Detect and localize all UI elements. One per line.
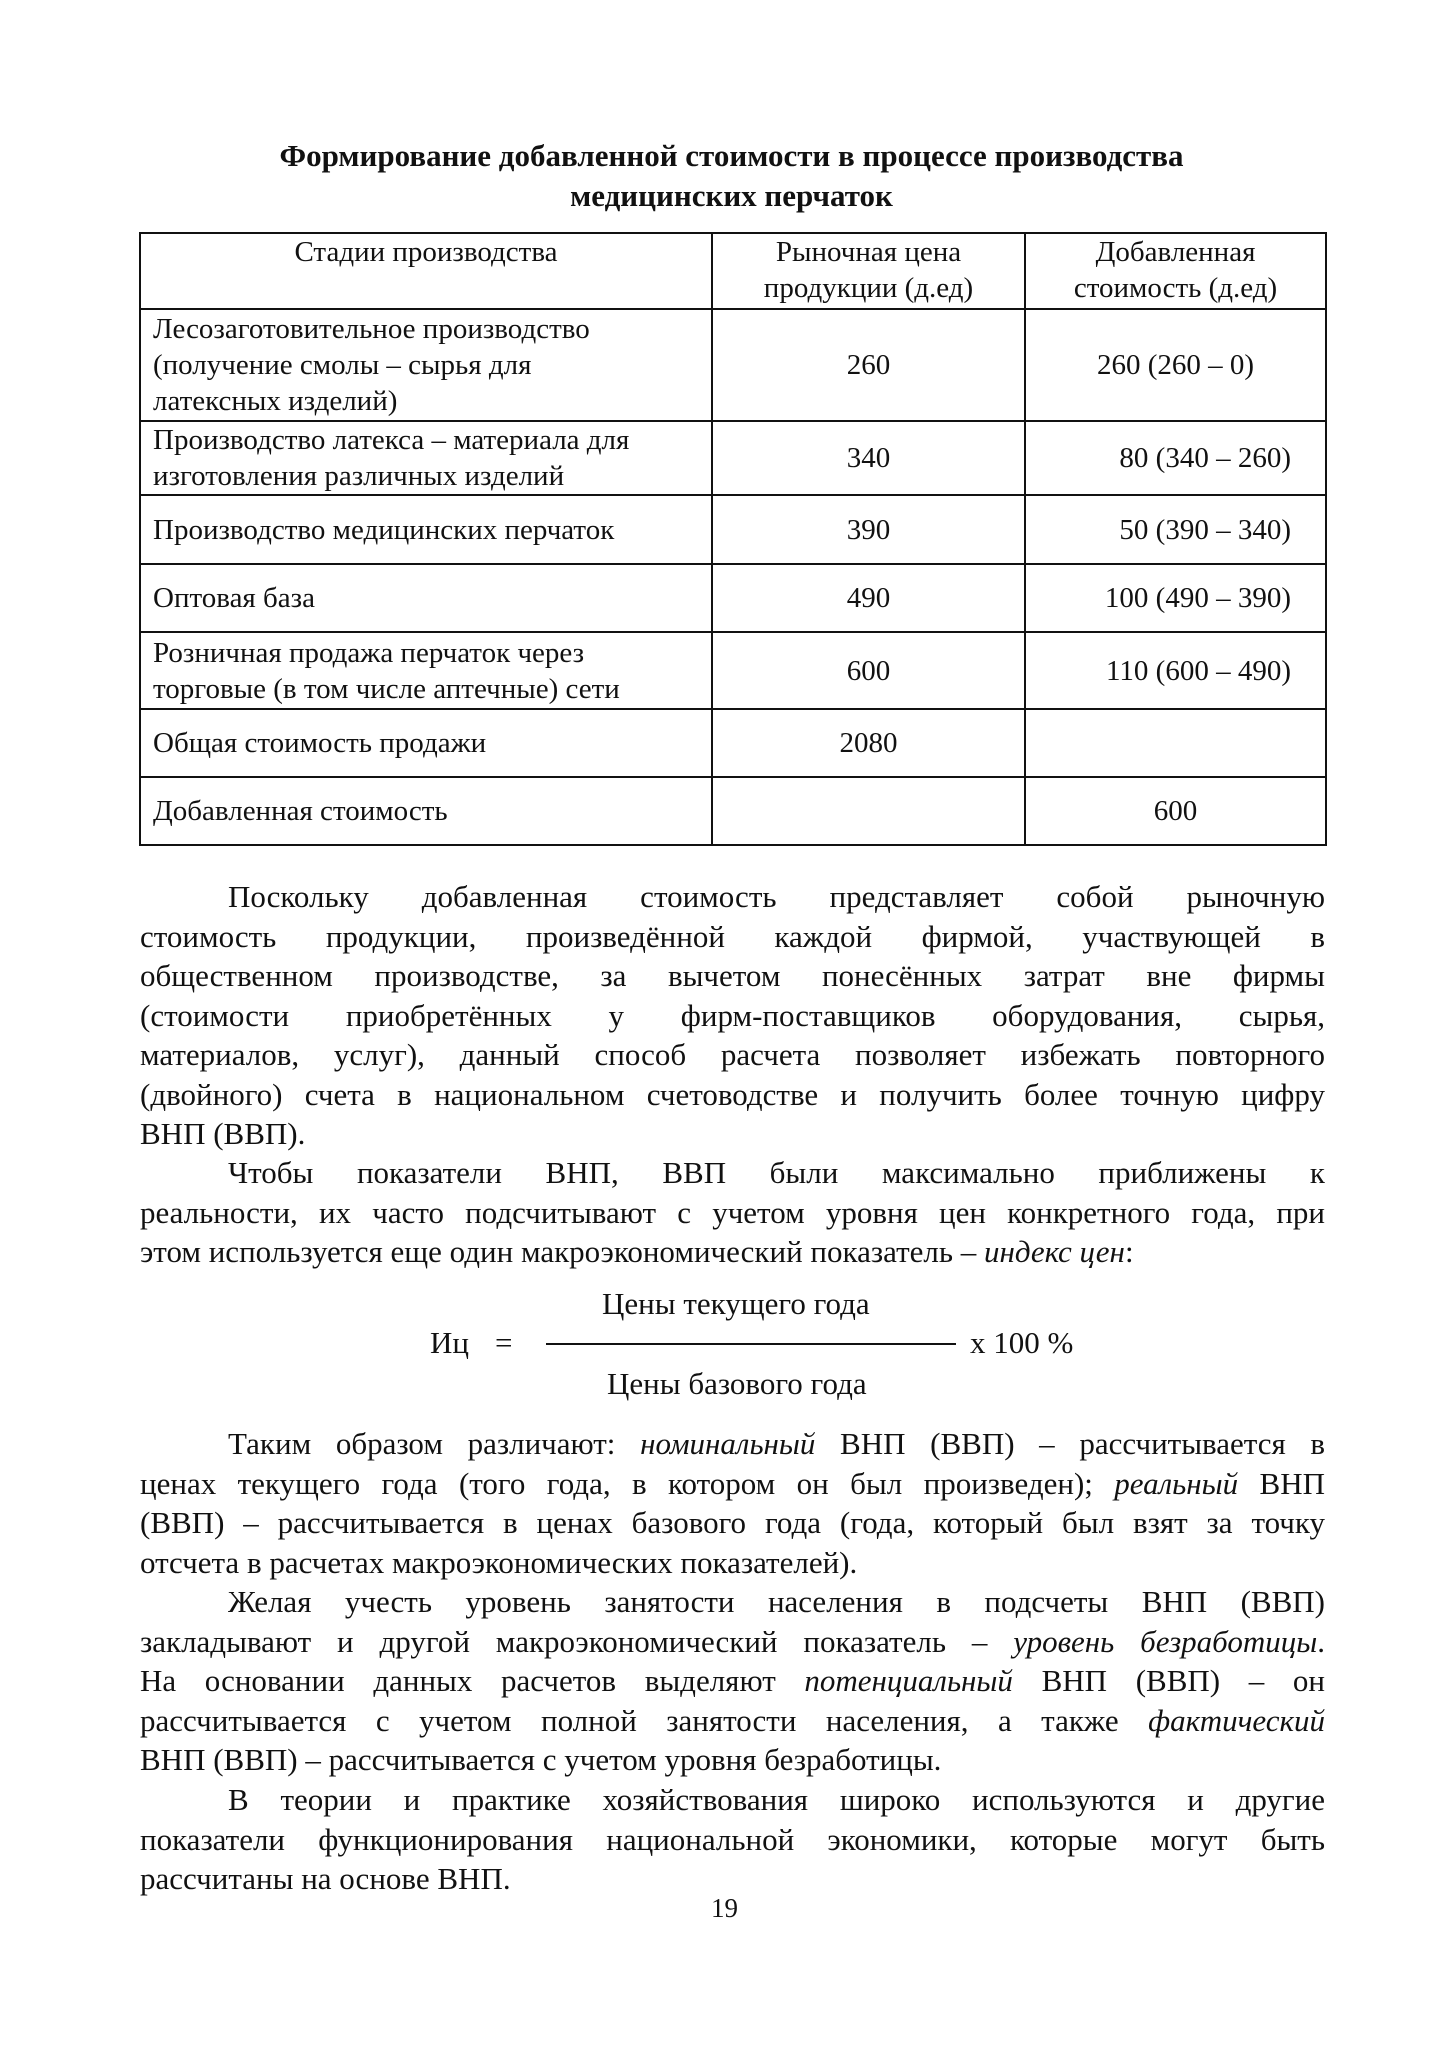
- table-row: [140, 309, 1326, 421]
- text-line: Поскольку добавленная стоимость представляет собой рыночную: [228, 879, 1325, 914]
- price-cell: 390: [712, 495, 1025, 564]
- text-line: В теории и практике хозяйствования широко используются и другие: [228, 1782, 1325, 1817]
- text-line: Желая учесть уровень занятости населения в подсчеты ВНП (ВВП): [228, 1584, 1325, 1619]
- added-cell: 600: [1025, 777, 1326, 845]
- formula-equals: =: [495, 1325, 513, 1360]
- added-cell: 50 (390 – 340): [1025, 495, 1326, 564]
- stage-cell: Производство латекса – материала для изготовления различных изделий: [140, 421, 712, 495]
- added-cell: 100 (490 – 390): [1025, 564, 1326, 632]
- formula-numerator: Цены текущего года: [602, 1286, 870, 1321]
- table-row: [140, 709, 1326, 777]
- price-index-formula: [0, 1286, 1449, 1416]
- table-row: [140, 632, 1326, 709]
- value-added-table: [139, 232, 1327, 846]
- added-cell: 80 (340 – 260): [1025, 421, 1326, 495]
- paragraph-3: [140, 1424, 1325, 1582]
- table-title: [140, 136, 1323, 216]
- table-header-row: [140, 233, 1326, 309]
- added-cell: 260 (260 – 0): [1025, 309, 1326, 421]
- text-line: рассчитаны на основе ВНП.: [140, 1861, 511, 1896]
- text-line: (стоимости приобретённых у фирм-поставщиков оборудования, сырья,: [140, 997, 1325, 1033]
- text-line: На основании данных расчетов выделяют потенциальный ВНП (ВВП) – он: [140, 1663, 1325, 1698]
- text-line: показатели функционирования национальной экономики, которые могут быть: [140, 1821, 1325, 1857]
- formula-denominator: Цены базового года: [607, 1366, 867, 1401]
- text-line: ВНП (ВВП) – рассчитывается с учетом уровня безработицы.: [140, 1742, 942, 1777]
- stage-cell: Добавленная стоимость: [140, 777, 712, 845]
- text-line: этом используется еще один макроэкономический показатель – индекс цен:: [140, 1234, 1134, 1269]
- text-line: стоимость продукции, произведённой каждой фирмой, участвующей в: [140, 918, 1325, 954]
- text-line: ВНП (ВВП).: [140, 1116, 306, 1151]
- price-cell: 490: [712, 564, 1025, 632]
- page-number: 19: [711, 1893, 738, 1923]
- header-market-price: Рыночная цена продукции (д.ед): [712, 233, 1025, 309]
- stage-cell: Лесозаготовительное производство (получение смолы – сырья для латексных изделий): [140, 309, 712, 421]
- price-cell: 260: [712, 309, 1025, 421]
- table-row: [140, 564, 1326, 632]
- stage-cell: Производство медицинских перчаток: [140, 495, 712, 564]
- stage-cell: Общая стоимость продажи: [140, 709, 712, 777]
- fraction-bar: [546, 1343, 956, 1345]
- text-line: ценах текущего года (того года, в котором он был произведен); реальный ВНП: [140, 1465, 1326, 1501]
- header-stage: Стадии производства: [140, 233, 712, 309]
- paragraph-5: [140, 1780, 1325, 1899]
- table-row: [140, 777, 1326, 845]
- price-cell: 2080: [712, 709, 1025, 777]
- header-added-value: Добавленная стоимость (д.ед): [1025, 233, 1326, 309]
- text-line: реальности, их часто подсчитывают с учетом уровня цен конкретного года, при: [140, 1194, 1325, 1230]
- text-line: Чтобы показатели ВНП, ВВП были максимально приближены к: [228, 1155, 1325, 1190]
- stage-cell: Оптовая база: [140, 564, 712, 632]
- formula-lhs: Иц: [430, 1325, 469, 1360]
- price-cell: [712, 777, 1025, 845]
- paragraph-1: [140, 877, 1325, 1154]
- text-line: Таким образом различают: номинальный ВНП (ВВП) – рассчитывается в: [228, 1426, 1325, 1461]
- price-cell: 600: [712, 632, 1025, 709]
- price-cell: 340: [712, 421, 1025, 495]
- text-line: (ВВП) – рассчитывается в ценах базового года (года, который был взят за точку: [140, 1505, 1325, 1540]
- table-title-line-2: медицинских перчаток: [570, 178, 893, 213]
- paragraph-4: [140, 1582, 1325, 1780]
- table-row: [140, 421, 1326, 495]
- italic-term: индекс цен: [983, 1234, 1125, 1269]
- added-cell: 110 (600 – 490): [1025, 632, 1326, 709]
- text-line: (двойного) счета в национальном счетоводстве и получить более точную цифру: [140, 1076, 1325, 1112]
- added-cell: [1025, 709, 1326, 777]
- formula-multiplier: x 100 %: [970, 1325, 1074, 1360]
- stage-cell: Розничная продажа перчаток через торговые (в том числе аптечные) сети: [140, 632, 712, 709]
- table-title-line-1: Формирование добавленной стоимости в процессе производства: [279, 138, 1184, 173]
- text-line: материалов, услуг), данный способ расчета позволяет избежать повторного: [140, 1037, 1325, 1072]
- table-row: [140, 495, 1326, 564]
- text-line: рассчитывается с учетом полной занятости населения, а также фактический: [140, 1702, 1325, 1738]
- text-line: закладывают и другой макроэкономический показатель – уровень безработицы.: [140, 1623, 1325, 1659]
- text-line: общественном производстве, за вычетом понесённых затрат вне фирмы: [140, 958, 1325, 993]
- text-line: отсчета в расчетах макроэкономических показателей).: [140, 1544, 858, 1580]
- paragraph-2: [140, 1153, 1325, 1272]
